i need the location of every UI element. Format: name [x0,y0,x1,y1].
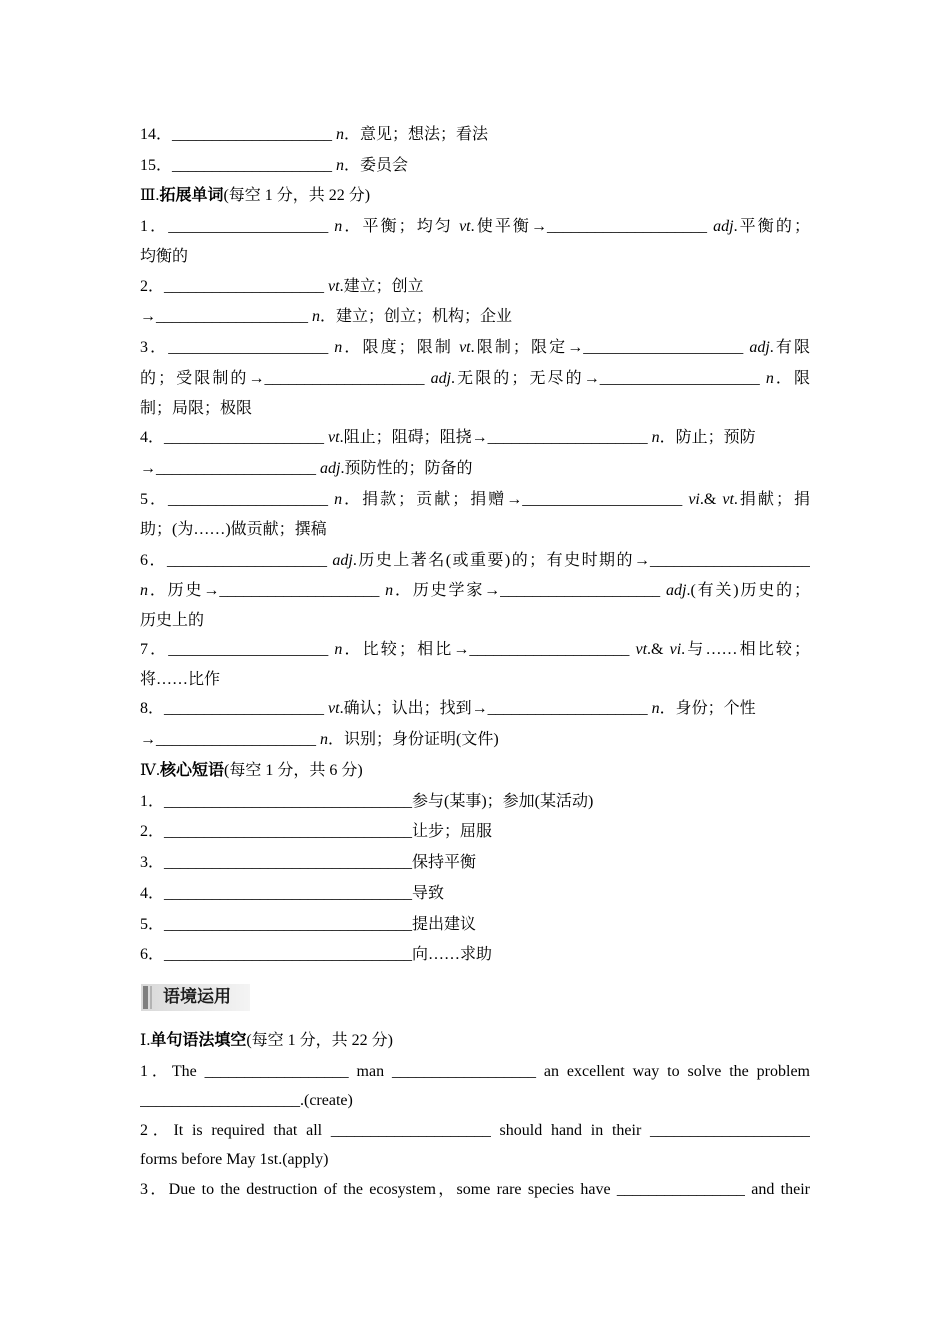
part-of-speech-abbr: n [140,582,148,599]
line-text: ．身份；个性 [659,700,756,717]
line-text: ．历史→____________________ [148,582,386,599]
section-title-bold: 拓展单词 [159,187,224,204]
part-of-speech-abbr: n [385,582,394,599]
phrase-item-1 [140,787,810,817]
line-text: .建立；创立 [339,278,424,295]
part-of-speech-abbr: adj [749,339,770,356]
line-text: ．历史学家→____________________ [393,582,667,599]
line-text: 均衡的 [140,248,189,265]
line-text: ．捐款；贡献；捐赠→____________________ [342,491,689,508]
line-text: .& [647,641,670,658]
part-of-speech-abbr: vt [635,641,648,658]
line-text: ．识别；身份证明(文件) [328,731,499,748]
banner-accent-bar [143,986,148,1009]
section-i-grammar-heading [140,1026,810,1056]
line-text: (每空 1 分，共 22 分) [223,187,371,204]
line-text: 1．_______________________________参与(某事)；参加(某活动) [140,793,594,810]
expand-item-1-line-1 [140,212,810,242]
line-text: forms before May 1st.(apply) [140,1151,329,1168]
part-of-speech-abbr: vt [722,491,734,508]
phrase-item-6 [140,940,810,970]
line-text: →____________________ [140,731,320,748]
line-text: 8．____________________ [140,700,329,717]
line-text: .无限的；无尽的→____________________ [451,370,766,387]
grammar-item-1-line-2 [140,1086,810,1116]
expand-item-2-line-2 [140,302,810,332]
expand-item-3-line-3 [140,394,810,424]
banner-accent-line [150,986,152,1009]
grammar-item-3-line-1 [140,1175,810,1205]
grammar-item-1-line-1 [140,1057,810,1087]
line-text: 3．_______________________________保持平衡 [140,854,477,871]
part-of-speech-abbr: adj [666,582,687,599]
line-text: .确认；认出；找到→____________________ [339,700,652,717]
line-text: Ⅲ. [140,187,160,204]
part-of-speech-abbr: adj [320,460,341,477]
line-text: 15．____________________ [140,157,337,174]
phrase-item-2 [140,817,810,847]
line-text: 制；局限；极限 [140,400,253,417]
part-of-speech-abbr: vi [688,491,700,508]
part-of-speech-abbr: vt [328,700,340,717]
expand-item-6-line-1 [140,546,810,576]
line-text: 助；(为……)做贡献；撰稿 [140,521,327,538]
part-of-speech-abbr: n [334,641,343,658]
line-text: 5．_______________________________提出建议 [140,916,477,933]
banner-title: 语境运用 [163,987,231,1007]
line-text: .捐献；捐 [733,491,810,508]
part-of-speech-abbr: n [320,731,328,748]
line-text: 7．____________________ [140,641,335,658]
line-text: 1．____________________ [140,218,335,235]
context-usage-banner [141,984,250,1011]
line-text: 4．_______________________________导致 [140,885,445,902]
part-of-speech-abbr: n [336,126,345,143]
expand-item-5-line-2 [140,515,810,545]
line-text: .使平衡→____________________ [470,218,714,235]
line-text: 将……比作 [140,671,221,688]
expand-item-6-line-3 [140,606,810,636]
part-of-speech-abbr: n [336,157,345,174]
part-of-speech-abbr: n [334,491,343,508]
expand-item-5-line-1 [140,485,810,515]
line-text: 2．_______________________________让步；屈服 [140,823,493,840]
line-text: Ⅰ. [140,1032,151,1049]
expand-item-1-line-2 [140,242,810,272]
line-text: 1．The __________________ man __________________ an excellent way to solve the problem [140,1063,810,1080]
line-text: ____________________.(create) [140,1092,353,1109]
expand-item-6-line-2 [140,576,810,606]
expand-item-8-line-1 [140,694,810,724]
line-text: ．防止；预防 [659,429,756,446]
part-of-speech-abbr: vi [669,641,682,658]
line-text: ．意见；想法；看法 [344,126,489,143]
phrase-item-5 [140,910,810,940]
line-text: →___________________ [140,308,312,325]
line-text: 2．It is required that all ____________________ should hand in their ____________________ [140,1122,810,1139]
line-text: Ⅳ. [140,762,160,779]
part-of-speech-abbr: vt [328,278,340,295]
line-text: ．建立；创立；机构；企业 [320,308,513,325]
part-of-speech-abbr: adj [430,370,452,387]
line-text: ．限 [773,370,810,387]
line-text: 5．____________________ [140,491,335,508]
section-iv-heading [140,756,810,786]
vocab-item-14 [140,120,810,150]
line-text: 3．____________________ [140,339,335,356]
phrase-item-4 [140,879,810,909]
section-iii-heading [140,181,810,211]
line-text: .预防性的；防备的 [340,460,473,477]
line-text: 6．____________________ [140,552,333,569]
line-text: .平衡的； [733,218,810,235]
part-of-speech-abbr: n [312,308,320,325]
expand-item-4-line-1 [140,423,810,453]
line-text: .(有关)历史的； [686,582,810,599]
line-text: .有限 [769,339,810,356]
line-text: ．限度；限制 [342,339,460,356]
line-text: 2．____________________ [140,278,329,295]
line-text: 的；受限制的→____________________ [140,370,431,387]
expand-item-8-line-2 [140,725,810,755]
section-title-bold: 单句语法填空 [150,1032,247,1049]
grammar-item-2-line-2 [140,1145,810,1175]
part-of-speech-abbr: n [334,339,343,356]
phrase-item-3 [140,848,810,878]
part-of-speech-abbr: adj [332,552,353,569]
part-of-speech-abbr: n [765,370,774,387]
section-title-bold: 核心短语 [159,762,224,779]
line-text: .限制；限定→____________________ [470,339,750,356]
grammar-item-2-line-1 [140,1116,810,1146]
part-of-speech-abbr: n [651,429,660,446]
expand-item-4-line-2 [140,454,810,484]
expand-item-2-line-1 [140,272,810,302]
part-of-speech-abbr: n [651,700,660,717]
line-text: .阻止；阻碍；阻挠→____________________ [339,429,652,446]
part-of-speech-abbr: n [334,218,343,235]
expand-item-7-line-2 [140,665,810,695]
line-text: →____________________ [140,460,320,477]
line-text: .历史上著名(或重要)的；有史时期的→____________________ [352,552,810,569]
part-of-speech-abbr: vt [459,218,471,235]
line-text: 3．Due to the destruction of the ecosystem，some rare species have ________________ and their [140,1181,810,1198]
line-text: ．平衡；均匀 [342,218,460,235]
line-text: 14．____________________ [140,126,337,143]
part-of-speech-abbr: vt [459,339,471,356]
expand-item-3-line-2 [140,364,810,394]
line-text: ．委员会 [344,157,409,174]
line-text: .& [699,491,723,508]
line-text: (每空 1 分，共 6 分) [224,762,363,779]
line-text: (每空 1 分，共 22 分) [246,1032,394,1049]
expand-item-7-line-1 [140,635,810,665]
part-of-speech-abbr: adj [713,218,734,235]
part-of-speech-abbr: vt [328,429,340,446]
line-text: 6．_______________________________向……求助 [140,946,493,963]
line-text: 4．____________________ [140,429,329,446]
line-text: ．比较；相比→____________________ [342,641,636,658]
line-text: .与……相比较； [681,641,810,658]
expand-item-3-line-1 [140,333,810,363]
vocab-item-15 [140,151,810,181]
line-text: 历史上的 [140,612,205,629]
